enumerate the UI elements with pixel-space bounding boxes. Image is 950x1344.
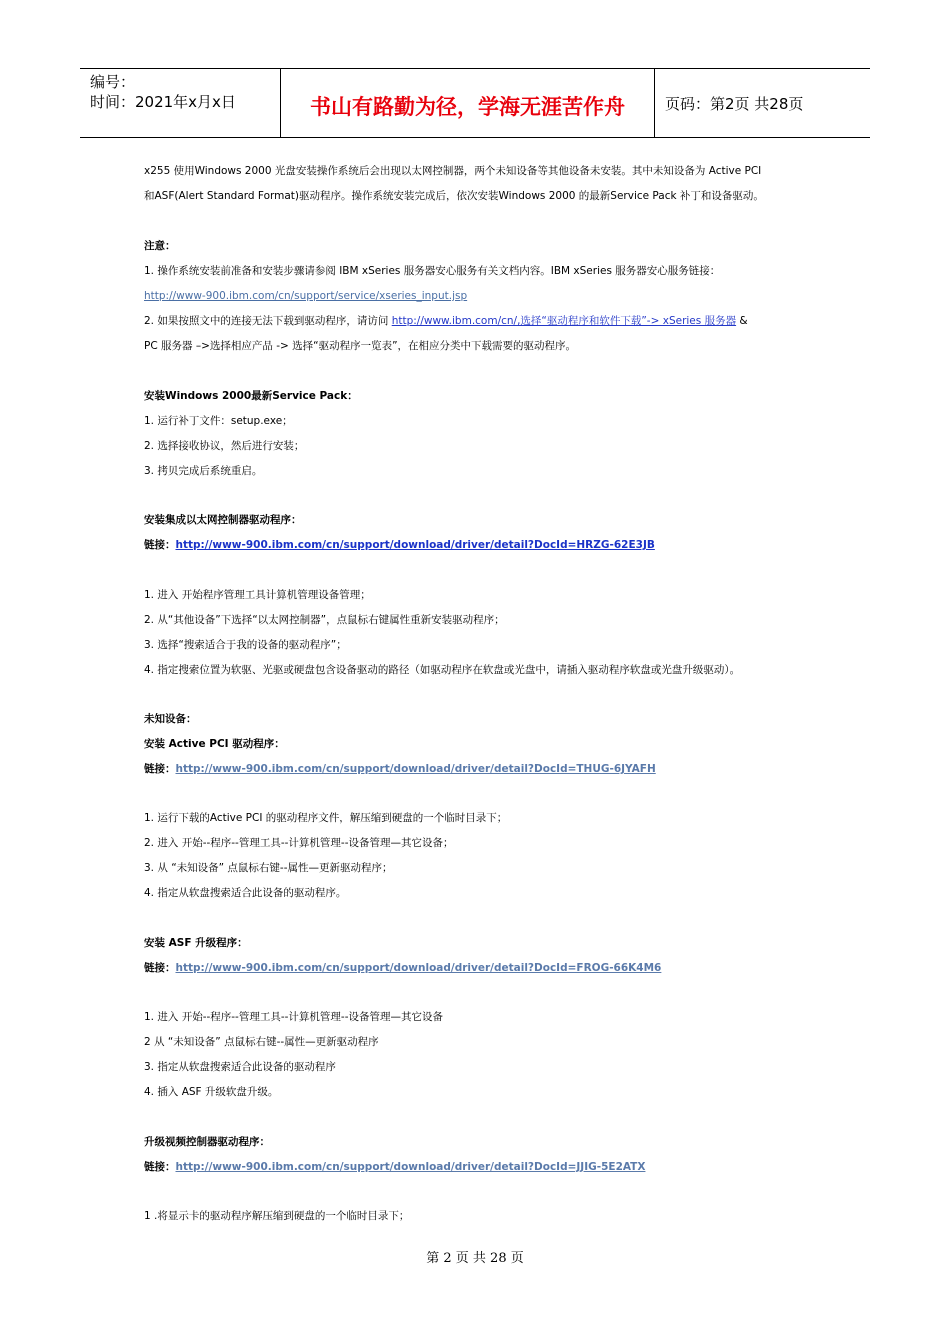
header-motto: 书山有路勤为径，学海无涯苦作舟 — [310, 94, 625, 119]
ethernet-step-4: 4. 指定搜索位置为软驱、光驱或硬盘包含设备驱动的路径（如驱动程序在软盘或光盘中，请插入驱动程序软盘或光盘升级驱动）。 — [144, 664, 741, 676]
intro-line-2: 和ASF(Alert Standard Format)驱动程序。操作系统安装完成后，依次安装Windows 2000 的最新Service Pack 补丁和设备驱动。 — [144, 190, 764, 202]
page-header — [80, 68, 870, 138]
asf-step-1: 1. 进入 开始--程序--管理工具--计算机管理--设备管理—其它设备 — [144, 1011, 444, 1023]
document-number-label: 编号： — [90, 73, 136, 91]
asf-step-3: 3. 指定从软盘搜索适合此设备的驱动程序 — [144, 1061, 336, 1073]
unknown-step-1: 1. 运行下载的Active PCI 的驱动程序文件，解压缩到硬盘的一个临时目录下； — [144, 812, 508, 824]
xseries-service-link[interactable]: http://www-900.ibm.com/cn/support/service/xseries_input.jsp — [144, 290, 468, 302]
asf-link-label: 链接： — [144, 962, 176, 974]
asf-step-2: 2 从 “未知设备” 点鼠标右键--属性—更新驱动程序 — [144, 1036, 379, 1048]
note-item-2-line-2: PC 服务器 –>选择相应产品 -> 选择“驱动程序一览表”，在相应分类中下载需要的驱动程序。 — [144, 340, 577, 352]
ethernet-link-label: 链接： — [144, 539, 176, 551]
header-middle-cell — [281, 69, 655, 137]
unknown-subtitle: 安装 Active PCI 驱动程序： — [144, 738, 285, 750]
unknown-link-row — [144, 761, 656, 777]
unknown-link-label: 链接： — [144, 763, 176, 775]
note-title: 注意： — [144, 240, 176, 252]
note-item-2-suffix: & — [736, 315, 748, 327]
note-item-2-prefix: 2. 如果按照文中的连接无法下载到驱动程序，请访问 — [144, 315, 392, 327]
ethernet-title: 安装集成以太网控制器驱动程序： — [144, 514, 302, 526]
sp-step-3: 3. 拷贝完成后系统重启。 — [144, 465, 263, 477]
sp-title: 安装Windows 2000最新Service Pack： — [144, 390, 358, 402]
asf-driver-link[interactable]: http://www-900.ibm.com/cn/support/download/driver/detail?DocId=FROG-66K4M6 — [175, 962, 662, 974]
header-left-cell — [80, 69, 281, 137]
ethernet-step-2: 2. 从“其他设备”下选择“以太网控制器”，点鼠标右键属性重新安装驱动程序； — [144, 614, 505, 626]
ethernet-step-1: 1. 进入 开始程序管理工具计算机管理设备管理； — [144, 589, 371, 601]
note-item-2 — [144, 313, 748, 329]
asf-step-4: 4. 插入 ASF 升级软盘升级。 — [144, 1086, 279, 1098]
sp-step-2: 2. 选择接收协议，然后进行安装； — [144, 440, 305, 452]
ibm-cn-link[interactable]: http://www.ibm.com/cn/,选择“驱动程序和软件下载”-> xSeries 服务器 — [391, 315, 737, 327]
page-footer: 第 2 页 共 28 页 — [426, 1251, 524, 1266]
unknown-step-2: 2. 进入 开始--程序--管理工具--计算机管理--设备管理—其它设备； — [144, 837, 454, 849]
asf-link-row — [144, 960, 661, 976]
unknown-step-3: 3. 从 “未知设备” 点鼠标右键--属性—更新驱动程序； — [144, 862, 393, 874]
note-item-1: 1. 操作系统安装前准备和安装步骤请参阅 IBM xSeries 服务器安心服务有关文档内容。IBM xSeries 服务器安心服务链接： — [144, 265, 721, 277]
unknown-step-4: 4. 指定从软盘搜索适合此设备的驱动程序。 — [144, 887, 347, 899]
video-link-label: 链接： — [144, 1161, 176, 1173]
active-pci-driver-link[interactable]: http://www-900.ibm.com/cn/support/download/driver/detail?DocId=THUG-6JYAFH — [175, 763, 656, 775]
unknown-title: 未知设备： — [144, 713, 197, 725]
ethernet-driver-link[interactable]: http://www-900.ibm.com/cn/support/download/driver/detail?DocId=HRZG-62E3JB — [175, 539, 655, 551]
sp-step-1: 1. 运行补丁文件：setup.exe； — [144, 415, 293, 427]
document-date-label: 时间：2021年x月x日 — [90, 93, 236, 111]
intro-line-1: x255 使用Windows 2000 光盘安装操作系统后会出现以太网控制器，两个未知设备等其他设备未安装。其中未知设备为 Active PCI — [144, 165, 762, 177]
asf-title: 安装 ASF 升级程序： — [144, 937, 248, 949]
video-driver-link[interactable]: http://www-900.ibm.com/cn/support/download/driver/detail?DocId=JJIG-5E2ATX — [175, 1161, 646, 1173]
video-step-1: 1 .将显示卡的驱动程序解压缩到硬盘的一个临时目录下； — [144, 1210, 410, 1222]
header-right-cell — [655, 69, 870, 137]
ethernet-step-3: 3. 选择“搜索适合于我的设备的驱动程序”； — [144, 639, 347, 651]
video-title: 升级视频控制器驱动程序： — [144, 1136, 270, 1148]
ethernet-link-row — [144, 537, 655, 553]
video-link-row — [144, 1159, 645, 1175]
note-item-1-link-row — [144, 288, 467, 304]
header-page-label: 页码：第2页 共28页 — [665, 95, 804, 113]
